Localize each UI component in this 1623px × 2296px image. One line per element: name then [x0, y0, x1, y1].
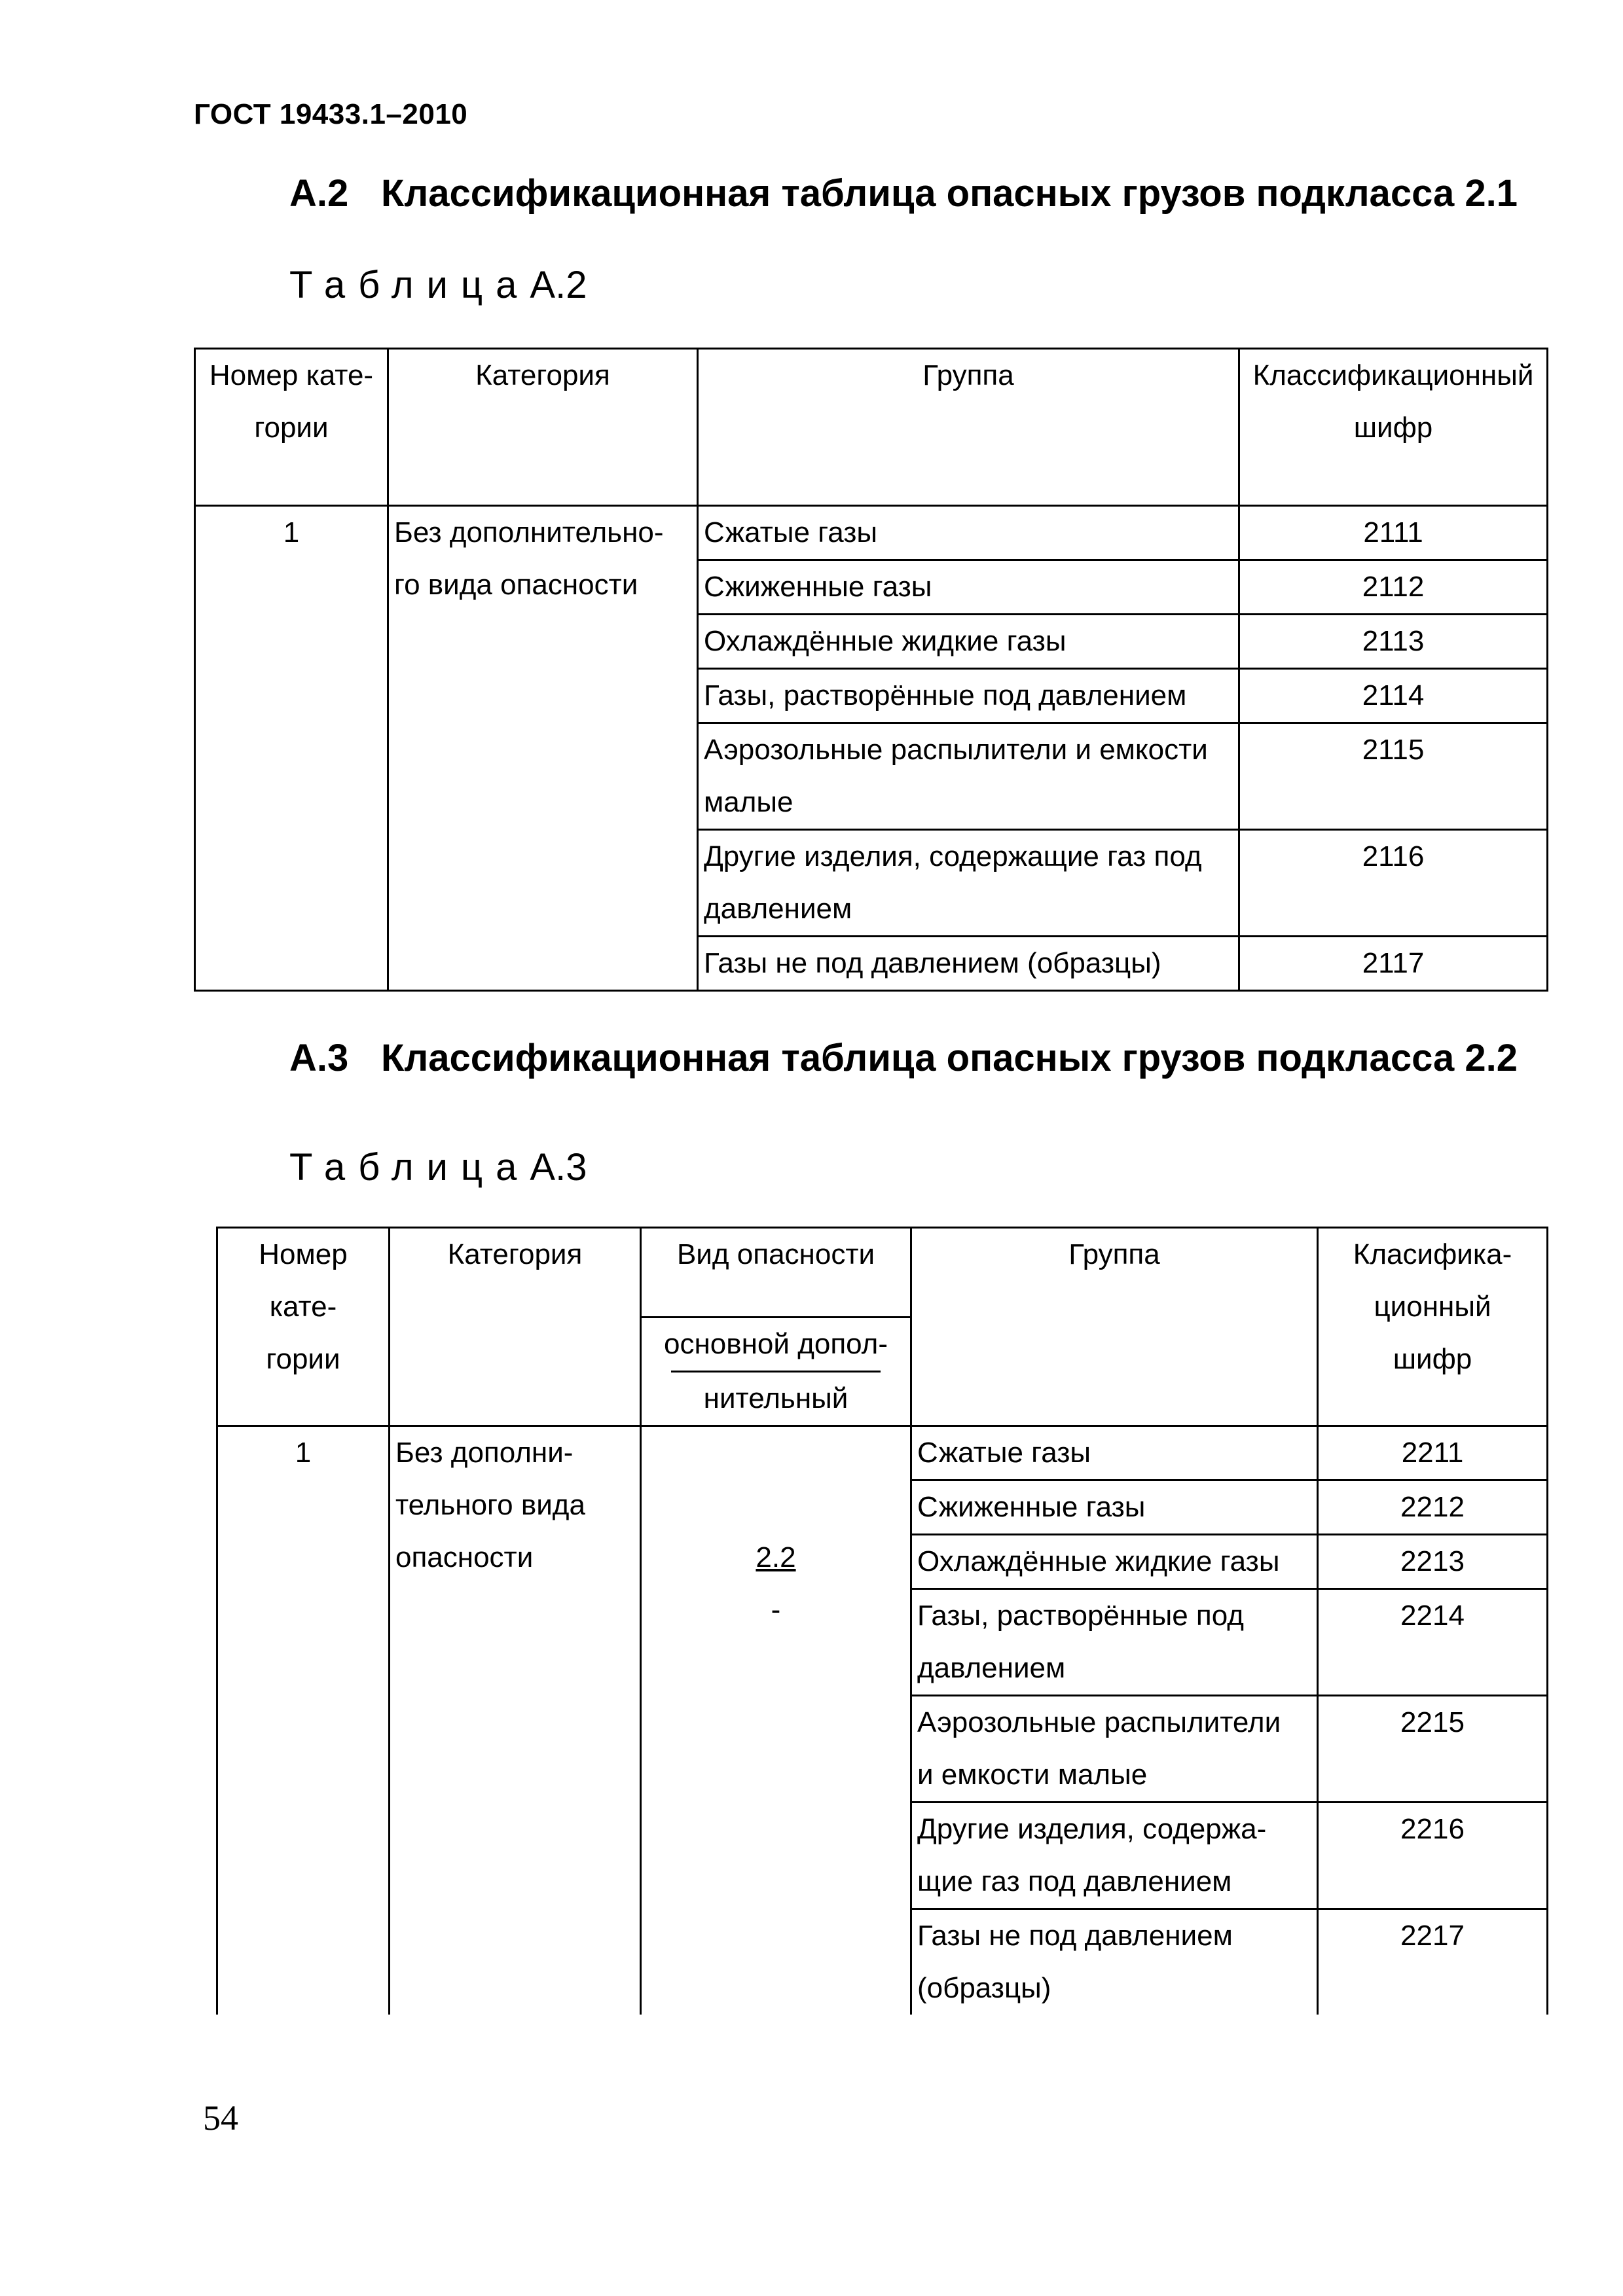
section-a2-heading: [289, 171, 1518, 215]
table-a3-hazard: [641, 1426, 911, 2015]
hazard-additional: -: [771, 1594, 781, 1626]
table-a3-cat-number: 1: [217, 1426, 390, 2015]
group-cell: [698, 723, 1239, 830]
hazard-main: 2.2: [756, 1541, 796, 1573]
category-text: тельного вида: [395, 1489, 585, 1521]
code-cell: 2117: [1239, 937, 1548, 991]
header-text: Номер кате-: [259, 1238, 348, 1323]
table-a3-caption: [289, 1145, 587, 1189]
code-cell: 2114: [1239, 669, 1548, 723]
group-text: Другие изделия, содержащие газ под: [704, 840, 1202, 872]
group-cell: [911, 1803, 1318, 1909]
section-a2-number: А.2: [289, 172, 349, 215]
code-cell: 2217: [1318, 1909, 1548, 2015]
code-cell: 2115: [1239, 723, 1548, 830]
table-a2-caption-id: А.2: [530, 264, 587, 306]
code-cell: 2212: [1318, 1480, 1548, 1535]
table-a2-caption-word: Таблица: [289, 264, 530, 306]
table-a3-header-row: [217, 1228, 1548, 1426]
table-a3-header-category: Категория: [390, 1228, 641, 1426]
group-cell: Газы не под давлением (образцы): [698, 937, 1239, 991]
group-cell: Сжатые газы: [698, 506, 1239, 560]
group-cell: [698, 830, 1239, 937]
group-text: щие газ под давлением: [917, 1865, 1232, 1897]
header-text: Классификационный: [1252, 359, 1534, 391]
header-text: ционный: [1374, 1291, 1491, 1323]
code-cell: 2112: [1239, 560, 1548, 615]
code-cell: 2116: [1239, 830, 1548, 937]
document-id: ГОСТ 19433.1–2010: [194, 98, 468, 130]
table-a2-header-row: [195, 349, 1548, 506]
code-cell: 2213: [1318, 1535, 1548, 1589]
category-text: опасности: [395, 1541, 534, 1573]
table-a3-header-code: [1318, 1228, 1548, 1426]
group-text: Газы, растворённые под: [917, 1600, 1244, 1632]
table-a2-category: [388, 506, 698, 991]
code-cell: 2113: [1239, 615, 1548, 669]
group-text: (образцы): [917, 1972, 1051, 2004]
code-cell: 2111: [1239, 506, 1548, 560]
group-text: давлением: [704, 893, 852, 925]
group-cell: [911, 1589, 1318, 1696]
header-text: шифр: [1353, 412, 1433, 444]
table-a3-caption-word: Таблица: [289, 1146, 530, 1189]
code-cell: 2215: [1318, 1696, 1548, 1803]
group-cell: Сжиженные газы: [911, 1480, 1318, 1535]
section-a2-title: Классификационная таблица опасных грузов подкласса 2.1: [381, 172, 1518, 215]
group-cell: [911, 1696, 1318, 1803]
header-text: Вид опасности: [676, 1238, 875, 1270]
header-text: гории: [254, 412, 329, 444]
group-text: давлением: [917, 1652, 1066, 1684]
group-text: малые: [704, 786, 793, 818]
table-row: [217, 1426, 1548, 1480]
table-a2: [194, 348, 1548, 992]
group-text: Газы не под давлением: [917, 1920, 1233, 1952]
header-text: Номер кате-: [209, 359, 374, 391]
table-a3-caption-id: А.3: [530, 1146, 587, 1189]
group-cell: Охлаждённые жидкие газы: [698, 615, 1239, 669]
code-cell: 2214: [1318, 1589, 1548, 1696]
header-text: шифр: [1393, 1343, 1472, 1375]
table-row: [195, 506, 1548, 560]
group-text: Аэрозольные распылители: [917, 1706, 1281, 1738]
table-a2-cat-number: 1: [195, 506, 388, 991]
header-text: гории: [266, 1343, 340, 1375]
code-cell: 2216: [1318, 1803, 1548, 1909]
page-number: 54: [203, 2098, 238, 2138]
table-a3-header-hazard: [641, 1228, 911, 1426]
group-cell: [911, 1909, 1318, 2015]
table-a3: [216, 1227, 1548, 2015]
table-a3-header-number: [217, 1228, 390, 1426]
table-a2-header-group: Группа: [698, 349, 1239, 506]
group-cell: Охлаждённые жидкие газы: [911, 1535, 1318, 1589]
section-a3-title: Классификационная таблица опасных грузов подкласса 2.2: [381, 1037, 1518, 1079]
section-a3-heading: [289, 1036, 1518, 1080]
category-text: Без дополнительно-: [394, 516, 664, 548]
table-a2-header-code: [1239, 349, 1548, 506]
hazard-subheader-additional: нительный: [703, 1382, 848, 1414]
group-text: Другие изделия, содержа-: [917, 1813, 1267, 1845]
section-a3-number: А.3: [289, 1037, 349, 1079]
group-text: Аэрозольные распылители и емкости: [704, 734, 1208, 766]
table-a3-category: [390, 1426, 641, 2015]
table-a2-header-category: Категория: [388, 349, 698, 506]
code-cell: 2211: [1318, 1426, 1548, 1480]
hazard-subheader-main: основной допол-: [664, 1328, 888, 1360]
group-text: и емкости малые: [917, 1759, 1148, 1791]
table-a2-caption: [289, 263, 587, 307]
table-a2-header-number: [195, 349, 388, 506]
hazard-subheader: [642, 1316, 910, 1425]
group-cell: Сжатые газы: [911, 1426, 1318, 1480]
table-a3-header-group: Группа: [911, 1228, 1318, 1426]
category-text: Без дополни-: [395, 1437, 574, 1469]
header-text: Класифика-: [1353, 1238, 1512, 1270]
group-cell: Газы, растворённые под давлением: [698, 669, 1239, 723]
category-text: го вида опасности: [394, 569, 638, 601]
group-cell: Сжиженные газы: [698, 560, 1239, 615]
